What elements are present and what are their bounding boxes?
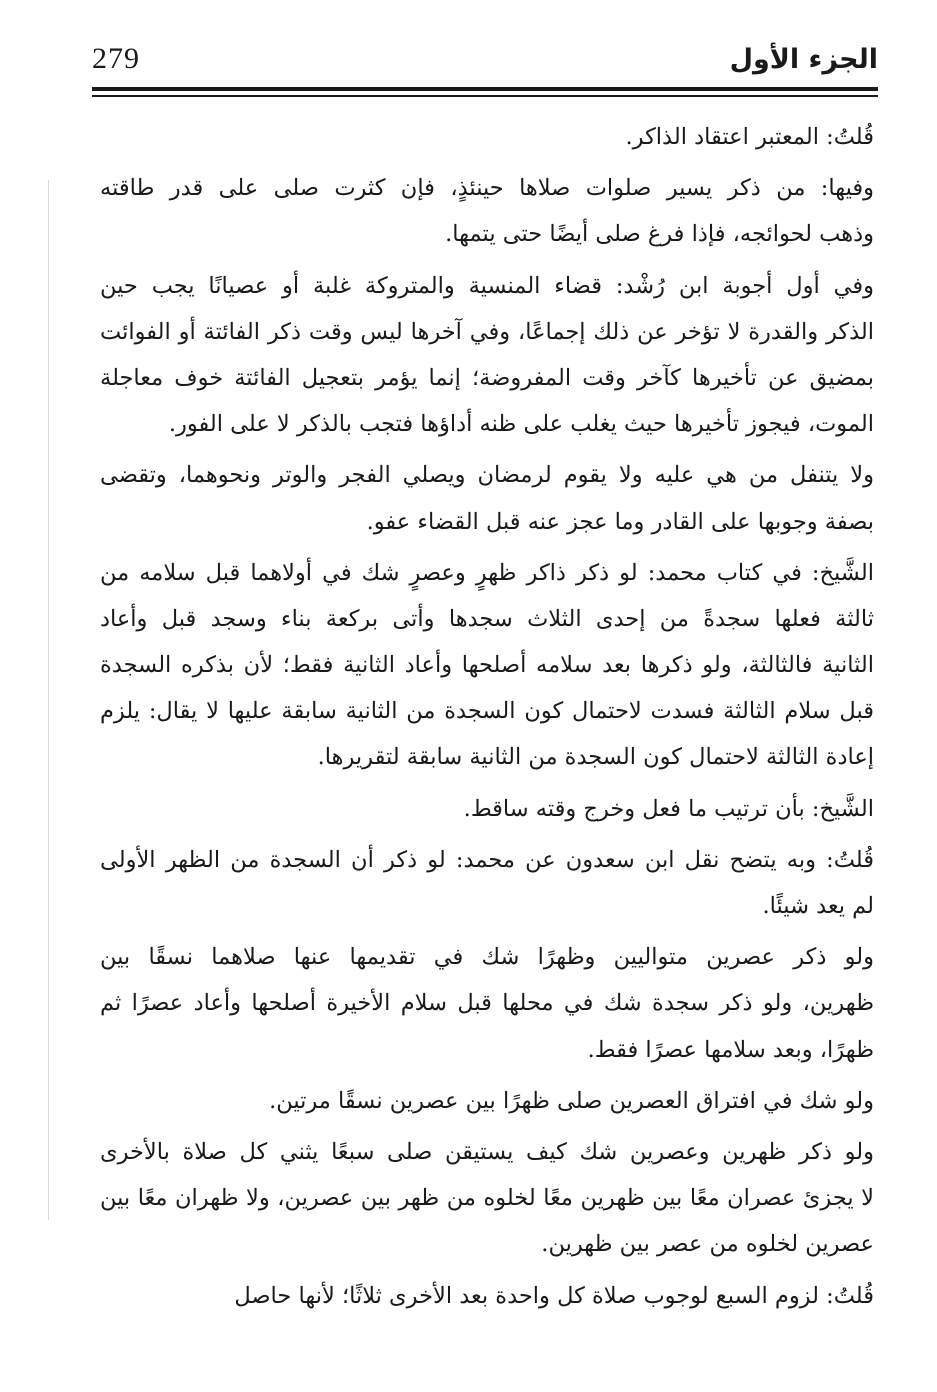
text-line: الذكر والقدرة لا تؤخر عن ذلك إجماعًا، وفي آخرها ليس وقت ذكر الفائتة أو الفوائت — [100, 318, 874, 345]
text-line: وفيها: من ذكر يسير صلوات صلاها حينئذٍ، فإن كثرت صلى على قدر طاقته — [100, 175, 874, 202]
text-line: قبل سلام الثالثة فسدت لاحتمال كون السجدة من الثانية سابقة عليها لا يقال: يلزم — [100, 698, 874, 725]
scan-margin-line — [48, 180, 49, 1220]
text-line: قُلتُ: وبه يتضح نقل ابن سعدون عن محمد: لو ذكر أن السجدة من الظهر الأولى — [100, 846, 874, 873]
paragraph — [100, 1078, 874, 1124]
text-line: ظهرًا، وبعد سلامها عصرًا فقط. — [587, 1036, 874, 1063]
text-line: قُلتُ: لزوم السبع لوجوب صلاة كل واحدة بعد الأخرى ثلاثًا؛ لأنها حاصل — [234, 1282, 874, 1309]
text-line: الموت، فيجوز تأخيرها حيث يغلب على ظنه أداؤها فتجب بالذكر لا على الفور. — [168, 411, 874, 438]
text-line: ولو ذكر ظهرين وعصرين شك كيف يستيقن صلى سبعًا يثني كل صلاة بالأخرى — [100, 1138, 874, 1165]
text-line: ولا يتنفل من هي عليه ولا يقوم لرمضان ويصلي الفجر والوتر ونحوهما، وتقضى — [100, 462, 874, 489]
text-line: عصرين لخلوه من عصر بين ظهرين. — [541, 1231, 874, 1258]
paragraph — [100, 786, 874, 832]
page-number: 279 — [92, 42, 140, 75]
text-line: بصفة وجوبها على القادر وما عجز عنه قبل القضاء عفو. — [366, 508, 874, 535]
header-rule-thick — [92, 87, 878, 91]
text-line: لا يجزئ عصران معًا بين ظهرين معًا لخلوه من ظهر بين عصرين، ولا ظهران معًا بين — [100, 1185, 874, 1212]
header-rule-thin — [92, 95, 878, 97]
text-line: الشَّيخ: بأن ترتيب ما فعل وخرج وقته ساقط. — [463, 795, 874, 822]
text-line: وفي أول أجوبة ابن رُشْد: قضاء المنسية والمتروكة غلبة أو عصيانًا يجب حين — [100, 272, 874, 299]
text-line: لم يعد شيئًا. — [762, 893, 874, 919]
paragraph — [100, 934, 874, 1073]
paragraph — [100, 837, 874, 929]
paragraph — [100, 165, 874, 257]
paragraph — [100, 1273, 874, 1319]
text-line: وذهب لحوائجه، فإذا فرغ صلى أيضًا حتى يتمها. — [445, 221, 874, 248]
text-line: ثالثة فعلها سجدةً من إحدى الثلاث سجدها وأتى بركعة بناء وسجد قبل وأعاد — [100, 605, 874, 632]
paragraph — [100, 114, 874, 160]
text-line: بمضيق عن تأخيرها كآخر وقت المفروضة؛ إنما يؤمر بتعجيل الفائتة خوف معاجلة — [100, 364, 874, 391]
text-line: الشَّيخ: في كتاب محمد: لو ذكر ذاكر ظهرٍ وعصرٍ شك في أولاهما قبل سلامه من — [100, 559, 874, 586]
text-line: الثانية فالثالثة، ولو ذكرها بعد سلامه أصلحها وأعاد الثانية فقط؛ لأن بذكره السجدة — [100, 652, 874, 679]
page-header — [92, 38, 878, 82]
text-line: ولو شك في افتراق العصرين صلى ظهرًا بين عصرين نسقًا مرتين. — [269, 1087, 874, 1114]
body-text — [100, 114, 874, 1319]
paragraph — [100, 452, 874, 544]
paragraph — [100, 263, 874, 448]
running-title: الجزء الأول — [729, 44, 878, 75]
paragraph — [100, 1129, 874, 1268]
text-line: إعادة الثالثة لاحتمال كون السجدة من الثانية سابقة لتقريرها. — [317, 744, 874, 771]
paragraph — [100, 550, 874, 781]
text-line: ظهرين، ولو ذكر سجدة شك في محلها قبل سلام الأخيرة أصلحها وأعاد عصرًا ثم — [100, 990, 874, 1017]
text-line: قُلتُ: المعتبر اعتقاد الذاكر. — [625, 124, 874, 150]
text-line: ولو ذكر عصرين متواليين وظهرًا شك في تقديمها عنها صلاهما نسقًا بين — [100, 944, 874, 971]
